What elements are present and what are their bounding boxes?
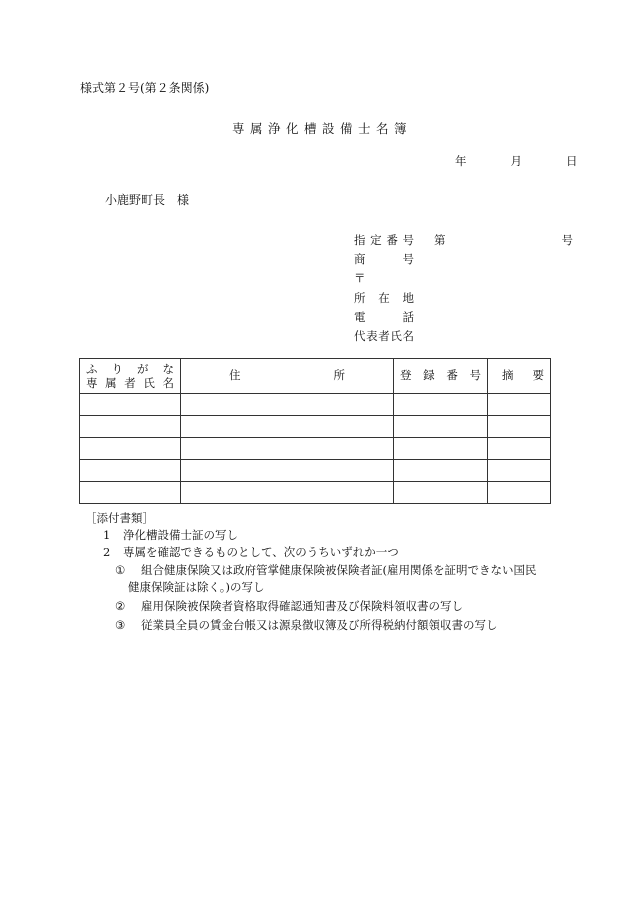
address-row [354, 289, 573, 308]
phone-row [354, 308, 573, 327]
cell-remarks[interactable] [488, 416, 551, 438]
table-row [80, 482, 551, 504]
postal-row [354, 270, 573, 289]
header-registration-label: 登 録 番 号 [400, 368, 481, 383]
attachment-item-1 [103, 529, 238, 543]
designation-prefix: 第 [434, 232, 446, 247]
cell-registration[interactable] [394, 416, 488, 438]
header-remarks-label: 摘 要 [502, 368, 544, 383]
date-line [455, 155, 578, 169]
cell-name[interactable] [80, 416, 181, 438]
item-number: 2 [103, 545, 111, 559]
postal-mark: 〒 [354, 271, 366, 286]
cell-address[interactable] [181, 438, 394, 460]
form-number: 様式第２号(第２条関係) [80, 81, 210, 95]
header-name [80, 359, 181, 394]
trade-name-row [354, 250, 573, 269]
address-label: 所 在 地 [354, 290, 414, 305]
designation-label: 指 定 番 号 [354, 232, 414, 247]
cell-name[interactable] [80, 460, 181, 482]
table-row [80, 394, 551, 416]
cell-name[interactable] [80, 394, 181, 416]
addressee: 小鹿野町長 様 [105, 193, 190, 207]
header-registration [394, 359, 488, 394]
date-year-label: 年 [455, 154, 467, 168]
cell-registration[interactable] [394, 460, 488, 482]
attachment-sub-2 [115, 600, 463, 614]
sub-mark: ① [115, 563, 126, 577]
cell-address[interactable] [181, 394, 394, 416]
sub-text: 雇用保険被保険者資格取得確認通知書及び保険料領収書の写し [141, 599, 463, 613]
table-row [80, 416, 551, 438]
attachment-sub-1 [115, 564, 536, 578]
sub-text: 従業員全員の賃金台帳又は源泉徴収簿及び所得税納付額領収書の写し [141, 618, 498, 632]
header-name-furigana: ふ り が な [86, 362, 174, 376]
representative-label: 代 表 者 氏 名 [354, 329, 414, 344]
representative-row [354, 327, 573, 346]
cell-registration[interactable] [394, 394, 488, 416]
cell-remarks[interactable] [488, 438, 551, 460]
cell-remarks[interactable] [488, 394, 551, 416]
cell-remarks[interactable] [488, 460, 551, 482]
item-number: 1 [103, 528, 111, 542]
phone-label: 電 話 [354, 309, 414, 324]
cell-address[interactable] [181, 482, 394, 504]
table-row [80, 460, 551, 482]
sub-mark: ③ [115, 618, 126, 632]
header-name-label: 専 属 者 氏 名 [86, 376, 174, 390]
item-text: 専属を確認できるものとして、次のうちいずれか一つ [123, 545, 399, 559]
designation-value [434, 234, 573, 248]
attachment-sub-1-cont: 健康保険証は除く。)の写し [128, 580, 265, 594]
sub-text: 組合健康保険又は政府管掌健康保険被保険者証(雇用関係を証明できない国民 [141, 563, 537, 577]
date-day-label: 日 [566, 154, 578, 168]
cell-registration[interactable] [394, 438, 488, 460]
cell-name[interactable] [80, 438, 181, 460]
cell-registration[interactable] [394, 482, 488, 504]
designation-row [354, 231, 573, 250]
table-row [80, 438, 551, 460]
document-title: 専属浄化槽設備士名簿 [232, 121, 413, 136]
applicant-block [354, 231, 573, 347]
attachment-sub-3 [115, 619, 498, 633]
cell-name[interactable] [80, 482, 181, 504]
cell-address[interactable] [181, 460, 394, 482]
sub-mark: ② [115, 599, 126, 613]
header-address [181, 359, 394, 394]
cell-address[interactable] [181, 416, 394, 438]
table-body [80, 394, 551, 504]
item-text: 浄化槽設備士証の写し [123, 528, 238, 542]
designation-suffix: 号 [561, 232, 573, 247]
attachments-heading: ［添付書類］ [85, 511, 154, 525]
roster-table [79, 358, 551, 504]
cell-remarks[interactable] [488, 482, 551, 504]
header-remarks [488, 359, 551, 394]
attachment-item-2 [103, 546, 399, 560]
date-month-label: 月 [510, 154, 522, 168]
trade-name-label: 商 号 [354, 252, 414, 267]
header-address-label: 住 所 [229, 368, 345, 383]
table-header-row [80, 359, 551, 394]
